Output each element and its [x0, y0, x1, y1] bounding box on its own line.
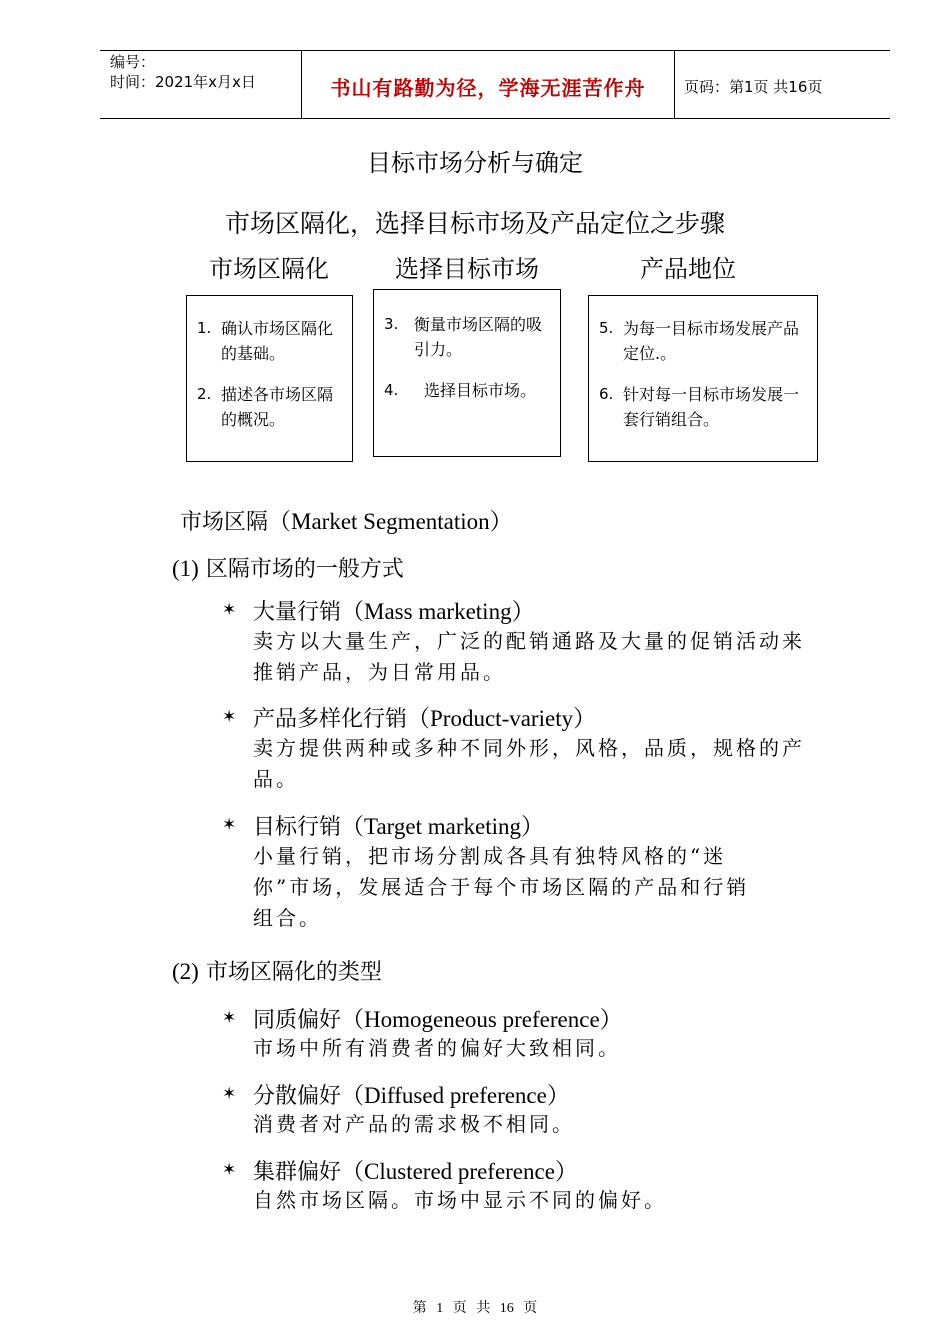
item-heading-cn: 集群偏好: [253, 1160, 342, 1185]
item-heading-cn: 分散偏好: [253, 1084, 342, 1109]
document-subtitle: 市场区隔化，选择目标市场及产品定位之步骤: [224, 209, 725, 238]
step-item: [374, 378, 554, 403]
segmentation-heading-cn: 市场区隔: [180, 510, 269, 535]
item-heading: [253, 1153, 578, 1186]
step-text: 描述各市场区隔的概况。: [221, 385, 334, 429]
section-title: 区隔市场的一般方式: [205, 557, 404, 582]
header-top-rule: [100, 50, 890, 51]
step-number: 1.: [197, 319, 212, 337]
star-bullet-icon: ✶: [222, 1008, 237, 1028]
segmentation-heading-en: （Market Segmentation）: [268, 509, 513, 534]
step-number: 3.: [384, 315, 399, 333]
item-heading: [253, 1077, 570, 1110]
section-heading-1: [172, 552, 404, 583]
item-heading-en: （Homogeneous preference）: [341, 1007, 623, 1032]
column-heading-targeting: 选择目标市场: [395, 255, 539, 283]
step-number: 2.: [197, 385, 212, 403]
item-description: 自然市场区隔。市场中显示不同的偏好。: [253, 1188, 667, 1212]
star-bullet-icon: ✶: [222, 707, 237, 727]
star-bullet-icon: ✶: [222, 1084, 237, 1104]
document-title: 目标市场分析与确定: [367, 149, 583, 177]
item-heading-en: （Product-variety）: [407, 706, 597, 731]
item-heading-cn: 目标行销: [253, 815, 342, 840]
item-heading-en: （Mass marketing）: [341, 599, 535, 624]
item-description: 小量行销，把市场分割成各具有独特风格的“迷你”市场，发展适合于每个市场区隔的产品和行销组合。: [253, 844, 750, 930]
step-item: [187, 382, 342, 432]
star-bullet-icon: ✶: [222, 815, 237, 835]
item-heading-cn: 产品多样化行销: [253, 707, 408, 732]
section-heading-2: [172, 955, 382, 986]
header-divider-2: [674, 50, 675, 118]
step-item: [589, 382, 807, 432]
header-page-label: 页码：第1页 共16页: [684, 78, 823, 96]
footer-page-number: 第 1 页 共 16 页: [412, 1301, 538, 1316]
step-box-positioning: [588, 295, 818, 462]
item-heading: [253, 808, 544, 841]
item-heading: [253, 1001, 623, 1034]
section-title: 市场区隔化的类型: [205, 960, 382, 985]
item-description: 消费者对产品的需求极不相同。: [253, 1112, 575, 1136]
step-text: 为每一目标市场发展产品定位.。: [623, 319, 800, 363]
step-item: [589, 316, 807, 366]
step-number: 4.: [384, 381, 399, 399]
item-heading-cn: 大量行销: [253, 600, 342, 625]
header-bottom-rule: [100, 118, 890, 119]
column-heading-positioning: 产品地位: [640, 255, 736, 283]
item-description: 卖方提供两种或多种不同外形，风格，品质，规格的产品。: [253, 736, 805, 791]
item-heading-en: （Target marketing）: [341, 814, 545, 839]
item-description: 卖方以大量生产，广泛的配销通路及大量的促销活动来推销产品，为日常用品。: [253, 629, 805, 684]
item-description: 市场中所有消费者的偏好大致相同。: [253, 1036, 621, 1060]
section-number: (1): [172, 556, 199, 581]
step-number: 5.: [599, 319, 614, 337]
step-box-segmentation: [186, 295, 353, 462]
header-motto: 书山有路勤为径，学海无涯苦作舟: [330, 76, 646, 100]
item-heading-en: （Clustered preference）: [341, 1159, 578, 1184]
item-heading-en: （Diffused preference）: [341, 1083, 570, 1108]
step-text: 确认市场区隔化的基础。: [221, 319, 334, 363]
step-text: 针对每一目标市场发展一套行销组合。: [623, 385, 800, 429]
step-item: [374, 312, 554, 362]
step-number: 6.: [599, 385, 614, 403]
serial-number-label: 编号：: [110, 53, 156, 71]
section-number: (2): [172, 959, 199, 984]
step-item: [187, 316, 342, 366]
item-heading-cn: 同质偏好: [253, 1008, 342, 1033]
step-text: 选择目标市场。: [424, 381, 537, 400]
star-bullet-icon: ✶: [222, 600, 237, 620]
item-heading: [253, 593, 535, 626]
star-bullet-icon: ✶: [222, 1160, 237, 1180]
column-heading-segmentation: 市场区隔化: [209, 255, 329, 283]
step-box-targeting: [373, 289, 561, 457]
segmentation-heading: [180, 503, 513, 536]
item-heading: [253, 700, 596, 733]
step-text: 衡量市场区隔的吸引力。: [414, 315, 543, 359]
date-label: 时间：2021年x月x日: [110, 73, 256, 91]
